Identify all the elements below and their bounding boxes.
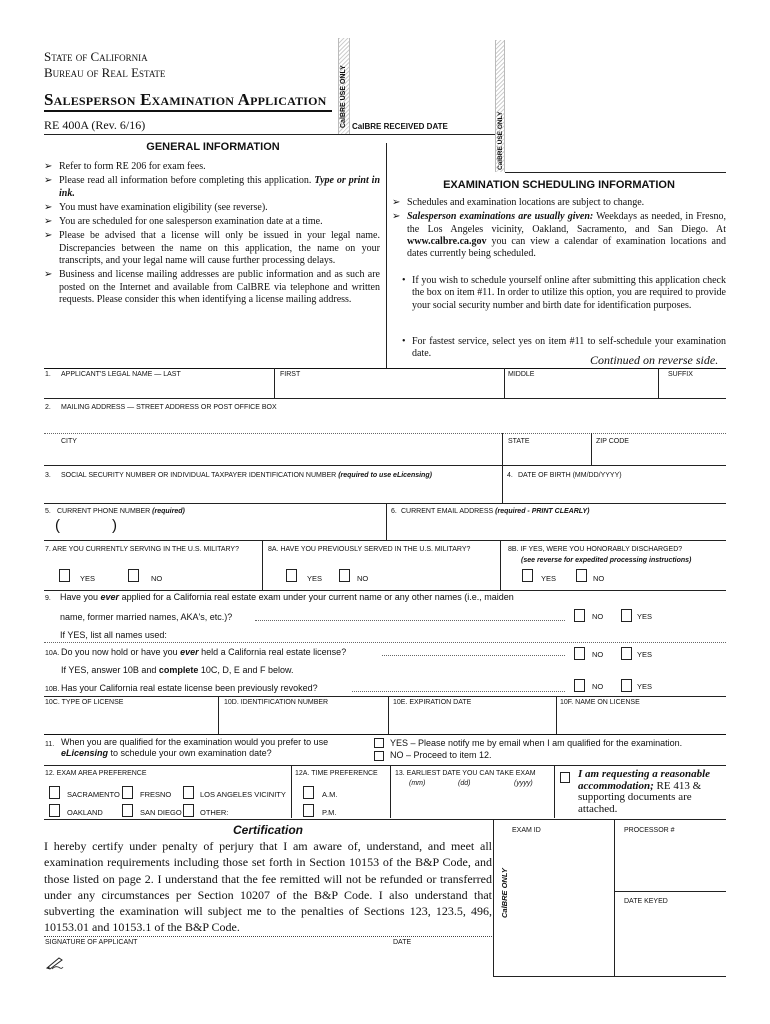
general-info-list bbox=[44, 161, 380, 308]
first-name-label: FIRST bbox=[280, 371, 301, 378]
q8a-yes-checkbox[interactable] bbox=[286, 569, 297, 582]
q11-question: When you are qualified for the examination would you prefer to use bbox=[61, 737, 329, 747]
field-4-number: 4. bbox=[507, 472, 513, 479]
other-area-input[interactable] bbox=[232, 804, 287, 817]
q11-number: 11. bbox=[45, 741, 55, 748]
q10b-no-label: NO bbox=[592, 682, 604, 691]
date-dd-label: (dd) bbox=[458, 780, 471, 787]
form-number: RE 400A (Rev. 6/16) bbox=[44, 118, 146, 132]
ssn-input[interactable] bbox=[44, 482, 500, 502]
q8a-no-label: NO bbox=[357, 574, 369, 583]
field-2-number: 2. bbox=[45, 404, 51, 411]
q10a-yes-checkbox[interactable] bbox=[621, 647, 632, 660]
q11-no-label: NO – Proceed to item 12. bbox=[390, 750, 492, 760]
phone-paren-open: ( bbox=[55, 517, 60, 534]
pm-checkbox[interactable] bbox=[303, 804, 314, 817]
suffix-input[interactable] bbox=[660, 380, 726, 397]
exam-scheduling-list bbox=[392, 197, 726, 262]
exam-id-label: EXAM ID bbox=[512, 827, 541, 834]
accommodation-checkbox[interactable] bbox=[560, 772, 570, 783]
license-type-label: 10C. TYPE OF LICENSE bbox=[45, 699, 124, 706]
zip-code-input[interactable] bbox=[593, 447, 726, 464]
fresno-label: FRESNO bbox=[140, 790, 172, 799]
general-info-item: ➢ You are scheduled for one salesperson examination date at a time. bbox=[44, 216, 323, 228]
q10a-follow-up: If YES, answer 10B and complete 10C, D, E and F below. bbox=[61, 665, 294, 675]
license-expiration-input[interactable] bbox=[390, 709, 554, 733]
calbre-use-only-label-2: CalBRE USE ONLY bbox=[497, 111, 504, 170]
q9-number: 9. bbox=[45, 595, 51, 602]
general-info-item: ➢ Please be advised that a license will only be issued in your legal name. Discrepancies between the name on this application, the name on your transcripts, and your legal name will cause further processing delays. bbox=[44, 230, 380, 267]
general-info-heading: GENERAL INFORMATION bbox=[146, 141, 280, 153]
military-q8a-label: 8A. HAVE YOU PREVIOUSLY SERVED IN THE U.S. MILITARY? bbox=[268, 546, 471, 553]
license-id-input[interactable] bbox=[220, 709, 386, 733]
sacramento-checkbox[interactable] bbox=[49, 786, 60, 799]
name-on-license-input[interactable] bbox=[558, 709, 726, 733]
bullet-arrow-icon: ➢ bbox=[44, 201, 53, 213]
military-q7-label: 7. ARE YOU CURRENTLY SERVING IN THE U.S. MILITARY? bbox=[45, 546, 239, 553]
email-input[interactable] bbox=[388, 518, 726, 538]
fresno-checkbox[interactable] bbox=[122, 786, 133, 799]
la-vicinity-label: LOS ANGELES VICINITY bbox=[200, 790, 286, 799]
accommodation-text: I am requesting a reasonable accommodation; RE 413 & supporting documents are attached. bbox=[578, 768, 711, 815]
sacramento-label: SACRAMENTO bbox=[67, 790, 120, 799]
q10b-number: 10B. bbox=[45, 686, 60, 693]
bullet-arrow-icon: ➢ bbox=[44, 216, 53, 228]
bullet-arrow-icon: ➢ bbox=[44, 161, 53, 172]
phone-label: CURRENT PHONE NUMBER (required) bbox=[57, 508, 185, 515]
military-q8b-note: (see reverse for expedited processing instructions) bbox=[521, 557, 692, 564]
license-type-input[interactable] bbox=[44, 709, 216, 733]
other-area-checkbox[interactable] bbox=[183, 804, 194, 817]
date-of-birth-input[interactable] bbox=[504, 482, 726, 502]
first-name-input[interactable] bbox=[276, 380, 502, 397]
received-date-label: CalBRE RECEIVED DATE bbox=[352, 122, 448, 131]
exam-area-label: 12. EXAM AREA PREFERENCE bbox=[45, 770, 147, 777]
license-id-label: 10D. IDENTIFICATION NUMBER bbox=[224, 699, 329, 706]
q10a-no-checkbox[interactable] bbox=[574, 647, 585, 660]
last-name-input[interactable] bbox=[44, 380, 272, 397]
san-diego-label: SAN DIEGO bbox=[140, 808, 182, 817]
q10a-no-label: NO bbox=[592, 650, 604, 659]
calbre-only-label: CalBRE ONLY bbox=[500, 868, 509, 918]
military-q8b-label: 8B. IF YES, WERE YOU HONORABLY DISCHARGED? bbox=[508, 546, 683, 553]
general-info-item: ➢ Business and license mailing addresses are public information and as such are posted on the Internet and available from CalBRE via telephone and written requests. Please consider this when identifying a license mailing address. bbox=[44, 269, 380, 305]
city-input[interactable] bbox=[44, 447, 500, 464]
la-vicinity-checkbox[interactable] bbox=[183, 786, 194, 799]
scheduling-sub-2: • For fastest service, select yes on item #11 to self-schedule your examination date. bbox=[402, 336, 726, 360]
exam-scheduling-item: ➢ Salesperson examinations are usually given: Weekdays as needed, in Fresno, the Los Angeles vicinity, Oakland, Sacramento, and San Diego. At www.calbre.ca.gov you can view a calendar of examination locations and dates currently being scheduled. bbox=[392, 211, 727, 260]
earliest-date-label: 13. EARLIEST DATE YOU CAN TAKE EXAM bbox=[395, 770, 536, 777]
pm-label: P.M. bbox=[322, 808, 337, 817]
q11-yes-label: YES – Please notify me by email when I am qualified for the examination. bbox=[390, 738, 683, 748]
exam-scheduling-item: ➢ Schedules and examination locations are subject to change. bbox=[392, 197, 645, 208]
signature-date-label: DATE bbox=[393, 939, 412, 946]
q11-question-line2: eLicensing to schedule your own examination date? bbox=[61, 748, 272, 758]
bullet-arrow-icon: ➢ bbox=[44, 230, 53, 242]
q10a-question: Do you now hold or have you ever held a California real estate license? bbox=[61, 647, 347, 657]
continued-note: Continued on reverse side. bbox=[590, 353, 719, 367]
middle-name-label: MIDDLE bbox=[508, 371, 535, 378]
field-1-number: 1. bbox=[45, 371, 51, 378]
q9-no-label: NO bbox=[592, 612, 604, 621]
q7-no-checkbox[interactable] bbox=[128, 569, 139, 582]
q9-names-used-input[interactable] bbox=[185, 628, 725, 642]
q10b-question: Has your California real estate license been previously revoked? bbox=[61, 683, 318, 693]
q8b-no-checkbox[interactable] bbox=[576, 569, 587, 582]
email-label: CURRENT EMAIL ADDRESS (required - PRINT CLEARLY) bbox=[401, 508, 590, 515]
q10b-yes-label: YES bbox=[637, 682, 653, 691]
q9-names-used-label: If YES, list all names used: bbox=[60, 630, 167, 640]
scheduling-sub-1: • If you wish to schedule yourself online after submitting this application check the box on item #11. In order to utilize this option, you are required to provide your social security number and birth date for identification purposes. bbox=[402, 275, 726, 311]
suffix-label: SUFFIX bbox=[668, 371, 693, 378]
q8b-yes-checkbox[interactable] bbox=[522, 569, 533, 582]
q7-no-label: NO bbox=[151, 574, 163, 583]
mailing-address-input[interactable] bbox=[44, 413, 726, 431]
earliest-date-input[interactable] bbox=[394, 790, 550, 816]
other-area-label: OTHER: bbox=[200, 808, 229, 817]
q7-yes-checkbox[interactable] bbox=[59, 569, 70, 582]
q10b-yes-checkbox[interactable] bbox=[621, 679, 632, 692]
q9-yes-label: YES bbox=[637, 612, 653, 621]
oakland-label: OAKLAND bbox=[67, 808, 103, 817]
q11-yes-checkbox[interactable] bbox=[374, 738, 384, 748]
q11-no-checkbox[interactable] bbox=[374, 751, 384, 761]
office-use-box bbox=[493, 819, 726, 977]
calbre-use-only-label: CalBRE USE ONLY bbox=[340, 65, 347, 128]
date-keyed-label: DATE KEYED bbox=[624, 898, 668, 905]
signature-input[interactable] bbox=[44, 948, 384, 978]
exam-scheduling-heading: EXAMINATION SCHEDULING INFORMATION bbox=[443, 179, 675, 191]
calbre-website-link[interactable]: www.calbre.ca.gov bbox=[407, 235, 487, 247]
name-on-license-label: 10F. NAME ON LICENSE bbox=[560, 699, 640, 706]
q8b-yes-label: YES bbox=[541, 574, 557, 583]
date-of-birth-label: DATE OF BIRTH (MM/DD/YYYY) bbox=[518, 472, 622, 479]
oakland-checkbox[interactable] bbox=[49, 804, 60, 817]
phone-input[interactable] bbox=[66, 518, 382, 538]
signature-label: SIGNATURE OF APPLICANT bbox=[45, 939, 138, 946]
mailing-address-label: MAILING ADDRESS — STREET ADDRESS OR POST OFFICE BOX bbox=[61, 404, 277, 411]
processor-label: PROCESSOR # bbox=[624, 827, 675, 834]
bullet-arrow-icon: ➢ bbox=[392, 197, 401, 208]
license-expiration-label: 10E. EXPIRATION DATE bbox=[393, 699, 472, 706]
q9-question: Have you ever applied for a California real estate exam under your current name or any other names (i.e., maiden bbox=[60, 592, 514, 602]
middle-name-input[interactable] bbox=[506, 380, 656, 397]
form-title: Salesperson Examination Application bbox=[44, 90, 327, 109]
general-info-item: ➢ Please read all information before completing this application. Type or print in ink. bbox=[44, 175, 380, 199]
bullet-arrow-icon: ➢ bbox=[392, 211, 401, 223]
date-yyyy-label: (yyyy) bbox=[514, 780, 533, 787]
city-label: CITY bbox=[61, 438, 77, 445]
certification-heading: Certification bbox=[232, 823, 303, 837]
q9-yes-checkbox[interactable] bbox=[621, 609, 632, 622]
state-input[interactable] bbox=[504, 447, 589, 464]
certification-text: I hereby certify under penalty of perjury that I am aware of, understand, and meet all examination requirements including those set forth in Section 10153 of the B&P Code, and those listed on page 2. I understand that the fee remitted will not be refunded or transferred under any circumstances per Section 10207 of the B&P Code. I also understand that subverting the examination will subject me to the penalties of Sections 123, 123.5, 496, 10153.01 and 10153.1 of the B&P Code. bbox=[44, 839, 492, 935]
q8a-no-checkbox[interactable] bbox=[339, 569, 350, 582]
q8b-no-label: NO bbox=[593, 574, 605, 583]
q7-yes-label: YES bbox=[80, 574, 96, 583]
bullet-arrow-icon: ➢ bbox=[44, 269, 53, 281]
field-6-number: 6. bbox=[391, 508, 397, 515]
state-label: STATE bbox=[508, 438, 530, 445]
field-3-number: 3. bbox=[45, 472, 51, 479]
general-info-item: ➢ Refer to form RE 206 for exam fees. bbox=[44, 161, 206, 172]
date-mm-label: (mm) bbox=[409, 780, 426, 787]
q8a-yes-label: YES bbox=[307, 574, 323, 583]
am-checkbox[interactable] bbox=[303, 786, 314, 799]
agency-line-1: State of California bbox=[44, 49, 148, 64]
time-preference-label: 12A. TIME PREFERENCE bbox=[295, 770, 378, 777]
legal-name-last-label: APPLICANT'S LEGAL NAME — LAST bbox=[61, 371, 181, 378]
bullet-arrow-icon: ➢ bbox=[44, 175, 53, 187]
agency-line-2: Bureau of Real Estate bbox=[44, 65, 166, 80]
phone-paren-close: ) bbox=[112, 517, 117, 534]
san-diego-checkbox[interactable] bbox=[122, 804, 133, 817]
zip-code-label: ZIP CODE bbox=[596, 438, 629, 445]
q9-no-checkbox[interactable] bbox=[574, 609, 585, 622]
pen-sign-icon bbox=[46, 956, 64, 970]
general-info-item: ➢ You must have examination eligibility (see reverse). bbox=[44, 201, 268, 213]
q9-question-line2: name, former married names, AKA's, etc.)? bbox=[60, 612, 233, 622]
signature-date-input[interactable] bbox=[392, 948, 492, 978]
q10a-yes-label: YES bbox=[637, 650, 653, 659]
am-label: A.M. bbox=[322, 790, 338, 799]
ssn-label: SOCIAL SECURITY NUMBER OR INDIVIDUAL TAXPAYER IDENTIFICATION NUMBER (required to use eLicensing) bbox=[61, 472, 432, 479]
field-5-number: 5. bbox=[45, 508, 51, 515]
q10b-no-checkbox[interactable] bbox=[574, 679, 585, 692]
q10a-number: 10A. bbox=[45, 650, 60, 657]
